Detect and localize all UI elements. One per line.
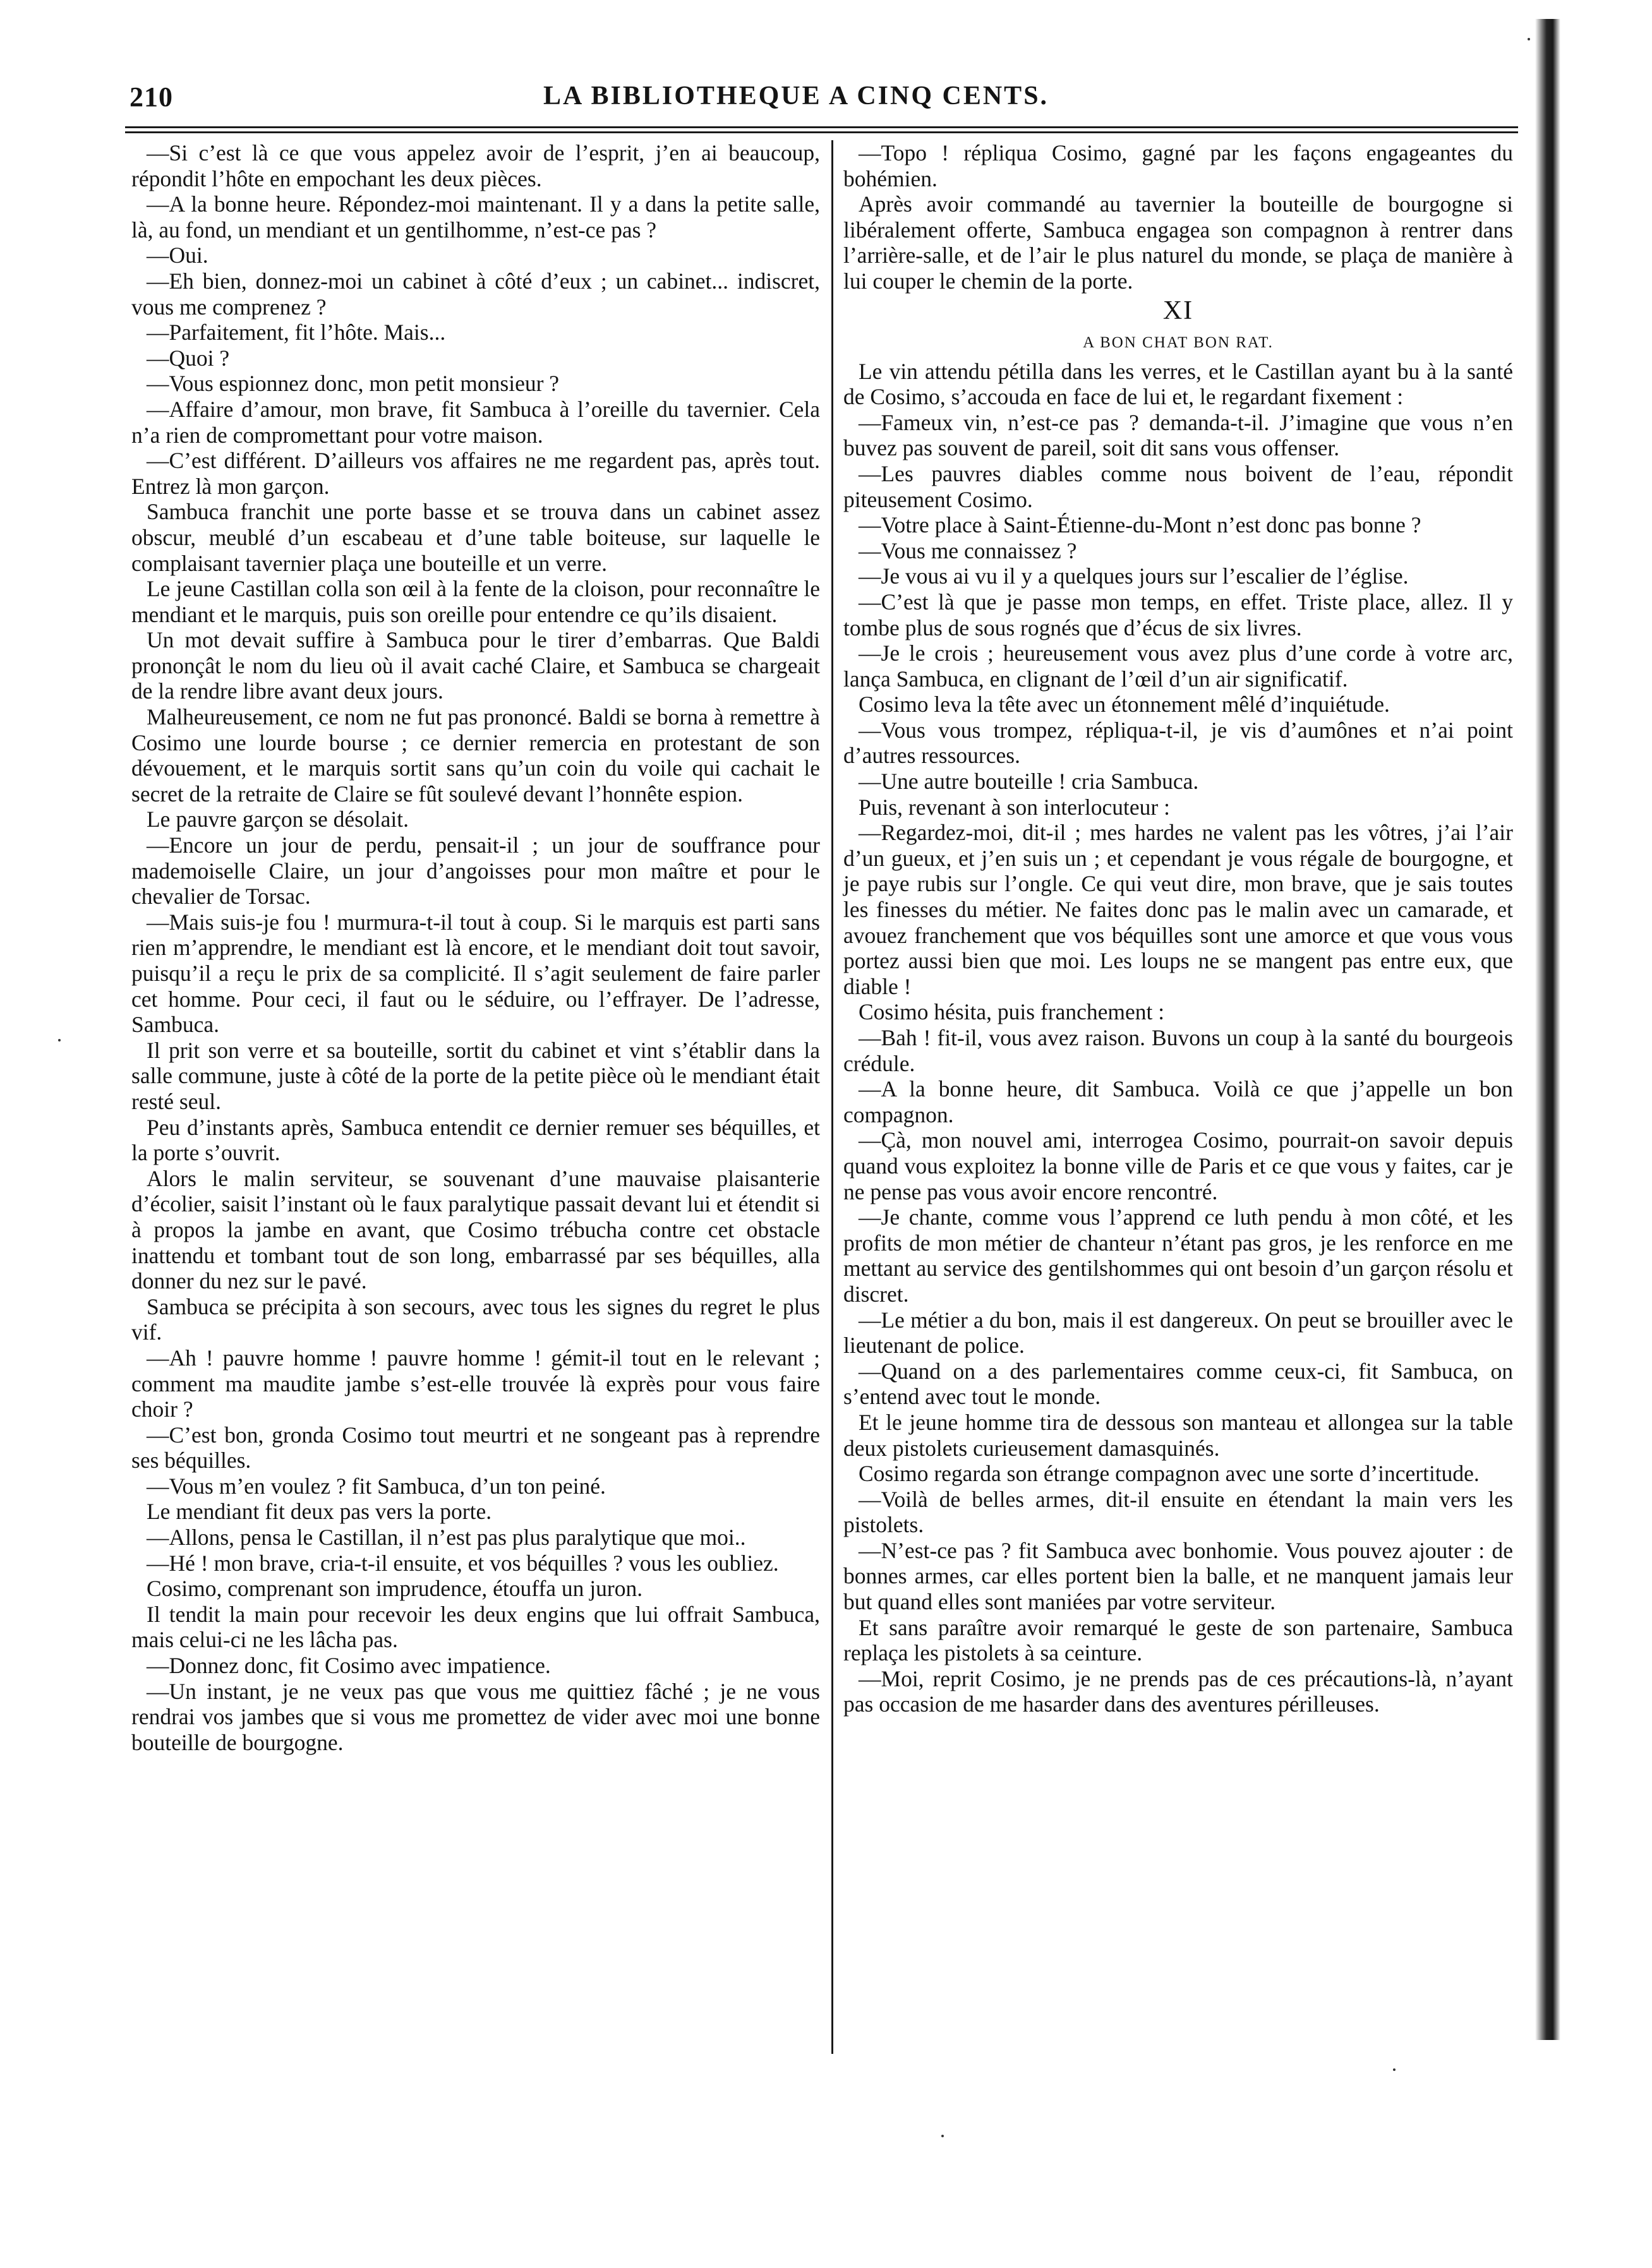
right-column <box>843 140 1513 1717</box>
paragraph: —Eh bien, donnez-moi un cabinet à côté d’eux ; un cabinet... indiscret, vous me comprenez ? <box>131 268 820 320</box>
paragraph: —A la bonne heure. Répondez-moi maintenant. Il y a dans la petite salle, là, au fond, un mendiant et un gentilhomme, n’est-ce pas ? <box>131 191 820 243</box>
paragraph: —Vous espionnez donc, mon petit monsieur ? <box>147 371 560 397</box>
paragraph: Sambuca franchit une porte basse et se trouva dans un cabinet assez obscur, meublé d’un escabeau et d’une table boiteuse, sur laquelle le complaisant tavernier plaça une bouteille et un verre. <box>131 499 820 576</box>
paragraph: —Affaire d’amour, mon brave, fit Sambuca à l’oreille du tavernier. Cela n’a rien de compromettant pour votre maison. <box>131 396 820 448</box>
paragraph: Peu d’instants après, Sambuca entendit ce dernier remuer ses béquilles, et la porte s’ouvrit. <box>131 1114 820 1166</box>
paragraph: —A la bonne heure, dit Sambuca. Voilà ce que j’appelle un bon compagnon. <box>843 1076 1513 1127</box>
ink-speck <box>58 1039 61 1041</box>
chapter-number: XI <box>1162 296 1194 325</box>
paragraph: Après avoir commandé au tavernier la bouteille de bourgogne si libéralement offerte, Sambuca engagea son compagnon à rentrer dans l’arrière-salle, et de l’air le plus naturel du monde, se plaça de manière à lui couper le chemin de la porte. <box>843 191 1513 294</box>
chapter-title: A BON CHAT BON RAT. <box>1083 333 1274 351</box>
paragraph: —Bah ! fit-il, vous avez raison. Buvons un coup à la santé du bourgeois crédule. <box>843 1025 1513 1076</box>
paragraph: Un mot devait suffire à Sambuca pour le tirer d’embarras. Que Baldi prononçât le nom du lieu où il avait caché Claire, et Sambuca se chargeait de la rendre libre avant deux jours. <box>131 627 820 704</box>
paragraph: —N’est-ce pas ? fit Sambuca avec bonhomie. Vous pouvez ajouter : de bonnes armes, car elles portent bien la balle, et ne manquent jamais leur but quand elles sont maniées par votre serviteur. <box>843 1537 1513 1615</box>
paragraph: —Mais suis-je fou ! murmura-t-il tout à coup. Si le marquis est parti sans rien m’apprendre, le mendiant est là encore, et le mendiant doit tout savoir, puisqu’il a reçu le prix de sa complicité. Il s’agit seulement de faire parler cet homme. Pour ceci, il faut ou le séduire, ou l’effrayer. De l’adresse, Sambuca. <box>131 909 820 1038</box>
paragraph: Et le jeune homme tira de dessous son manteau et allongea sur la table deux pistolets curieusement damasquinés. <box>843 1409 1513 1461</box>
paragraph: —Je chante, comme vous l’apprend ce luth pendu à mon côté, et les profits de mon métier de chanteur n’étant pas gros, je les renforce en me mettant au service des gentilshommes qui ont besoin d’un garçon résolu et discret. <box>843 1204 1513 1307</box>
ink-speck <box>1528 38 1530 40</box>
paragraph: Sambuca se précipita à son secours, avec tous les signes du regret le plus vif. <box>131 1293 820 1345</box>
paragraph: —Moi, reprit Cosimo, je ne prends pas de ces précautions-là, n’ayant pas occasion de me hasarder dans des aventures périlleuses. <box>843 1665 1513 1717</box>
paragraph: —Quand on a des parlementaires comme ceux-ci, fit Sambuca, on s’entend avec tout le monde. <box>843 1358 1513 1410</box>
paragraph: —Vous m’en voulez ? fit Sambuca, d’un ton peiné. <box>147 1473 606 1499</box>
paragraph: Le vin attendu pétilla dans les verres, et le Castillan ayant bu à la santé de Cosimo, s’accouda en face de lui et, le regardant fixement : <box>843 358 1513 410</box>
paragraph: —Les pauvres diables comme nous boivent de l’eau, répondit piteusement Cosimo. <box>843 460 1513 512</box>
paragraph: Et sans paraître avoir remarqué le geste de son partenaire, Sambuca replaça les pistolets à sa ceinture. <box>843 1614 1513 1666</box>
paragraph: —Le métier a du bon, mais il est dangereux. On peut se brouiller avec le lieutenant de police. <box>843 1307 1513 1359</box>
paragraph: —Allons, pensa le Castillan, il n’est pas plus paralytique que moi.. <box>147 1525 746 1551</box>
paragraph: —Oui. <box>147 243 208 268</box>
paragraph: Puis, revenant à son interlocuteur : <box>859 794 1170 820</box>
paragraph: —Quoi ? <box>147 345 230 371</box>
paragraph: Alors le malin serviteur, se souvenant d’une mauvaise plaisanterie d’écolier, saisit l’instant où le faux paralytique passait devant lui et étendit si à propos la jambe en avant, que Cosimo trébucha contre cet obstacle inattendu et tombant tout de son long, embarrassé par ses béquilles, alla donner du nez sur le pavé. <box>131 1165 820 1294</box>
paragraph: Le pauvre garçon se désolait. <box>147 807 409 832</box>
left-column <box>131 140 820 1755</box>
paragraph: Le mendiant fit deux pas vers la porte. <box>147 1499 492 1525</box>
running-title: LA BIBLIOTHEQUE A CINQ CENTS. <box>543 81 1049 111</box>
paragraph: —Un instant, je ne veux pas que vous me quittiez fâché ; je ne vous rendrai vos jambes que si vous me promettez de vider avec moi une bonne bouteille de bourgogne. <box>131 1678 820 1755</box>
paragraph: —Je le crois ; heureusement vous avez plus d’une corde à votre arc, lança Sambuca, en clignant de l’œil d’un air significatif. <box>843 640 1513 692</box>
paragraph: Le jeune Castillan colla son œil à la fente de la cloison, pour reconnaître le mendiant et le marquis, puis son oreille pour entendre ce qu’ils disaient. <box>131 576 820 627</box>
page-header <box>130 81 1513 120</box>
paragraph: —C’est différent. D’ailleurs vos affaires ne me regardent pas, après tout. Entrez là mon garçon. <box>131 448 820 499</box>
paragraph: —Je vous ai vu il y a quelques jours sur l’escalier de l’église. <box>859 563 1409 589</box>
paragraph: —C’est bon, gronda Cosimo tout meurtri et ne songeant pas à reprendre ses béquilles. <box>131 1422 820 1473</box>
paragraph: —Donnez donc, fit Cosimo avec impatience. <box>147 1653 551 1679</box>
page-number: 210 <box>130 81 173 112</box>
paragraph: Cosimo hésita, puis franchement : <box>859 999 1165 1025</box>
paragraph: —Parfaitement, fit l’hôte. Mais... <box>147 320 446 345</box>
ink-speck <box>1393 2068 1396 2071</box>
paragraph: Cosimo leva la tête avec un étonnement mêlé d’inquiétude. <box>859 692 1390 717</box>
paragraph: —Vous vous trompez, répliqua-t-il, je vis d’aumônes et n’ai point d’autres ressources. <box>843 717 1513 769</box>
paragraph: —Regardez-moi, dit-il ; mes hardes ne valent pas les vôtres, j’ai l’air d’un gueux, et j’en suis un ; et cependant je vous régale de bourgogne, et je paye rubis sur l’ongle. Ce qui veut dire, mon brave, que je sais toutes les finesses du métier. Ne faites donc pas le malin avec un camarade, et avouez franchement que vos béquilles sont une amorce et que vous vous portez aussi bien que moi. Les loups ne se mangent pas entre eux, que diable ! <box>843 820 1513 999</box>
paragraph: —Çà, mon nouvel ami, interrogea Cosimo, pourrait-on savoir depuis quand vous exploitez la bonne ville de Paris et ce que vous y faites, car je ne pense pas vous avoir encore rencontré. <box>843 1127 1513 1204</box>
paragraph: —Si c’est là ce que vous appelez avoir de l’esprit, j’en ai beaucoup, répondit l’hôte en empochant les deux pièces. <box>131 140 820 191</box>
paragraph: —Votre place à Saint-Étienne-du-Mont n’est donc pas bonne ? <box>859 512 1421 538</box>
paragraph: Cosimo, comprenant son imprudence, étouffa un juron. <box>147 1576 643 1602</box>
header-rule-bottom <box>125 131 1518 133</box>
paragraph: —C’est là que je passe mon temps, en effet. Triste place, allez. Il y tombe plus de sous rognés que d’écus de six livres. <box>843 589 1513 640</box>
paragraph: Il tendit la main pour recevoir les deux engins que lui offrait Sambuca, mais celui-ci ne les lâcha pas. <box>131 1601 820 1653</box>
paragraph: Malheureusement, ce nom ne fut pas prononcé. Baldi se borna à remettre à Cosimo une lourde bourse ; ce dernier remercia en protestant de son dévouement, et le marquis sortit sans qu’un coin du voile qui cachait le secret de la retraite de Claire se fût soulevé devant l’honnête espion. <box>131 704 820 807</box>
page-edge-shadow <box>1535 19 1560 2040</box>
paragraph: —Hé ! mon brave, cria-t-il ensuite, et vos béquilles ? vous les oubliez. <box>147 1550 779 1576</box>
paragraph: —Une autre bouteille ! cria Sambuca. <box>859 769 1199 795</box>
paragraph: —Voilà de belles armes, dit-il ensuite en étendant la main vers les pistolets. <box>843 1486 1513 1538</box>
paragraph: —Fameux vin, n’est-ce pas ? demanda-t-il. J’imagine que vous n’en buvez pas souvent de pareil, soit dit sans vous offenser. <box>843 409 1513 461</box>
paragraph: —Vous me connaissez ? <box>859 537 1077 563</box>
paragraph: Cosimo regarda son étrange compagnon avec une sorte d’incertitude. <box>859 1461 1480 1487</box>
paragraph: Il prit son verre et sa bouteille, sortit du cabinet et vint s’établir dans la salle commune, juste à côté de la porte de la petite pièce où le mendiant était resté seul. <box>131 1037 820 1114</box>
paragraph: —Topo ! répliqua Cosimo, gagné par les façons engageantes du bohémien. <box>843 140 1513 191</box>
header-rule-top <box>125 126 1518 128</box>
ink-speck <box>941 2135 944 2137</box>
paragraph: —Encore un jour de perdu, pensait-il ; un jour de souffrance pour mademoiselle Claire, un jour d’angoisses pour mon maître et pour le chevalier de Torsac. <box>131 832 820 909</box>
paragraph: —Ah ! pauvre homme ! pauvre homme ! gémit-il tout en le relevant ; comment ma maudite jambe s’est-elle trouvée là exprès pour vous faire choir ? <box>131 1345 820 1422</box>
column-separator <box>831 140 833 2054</box>
